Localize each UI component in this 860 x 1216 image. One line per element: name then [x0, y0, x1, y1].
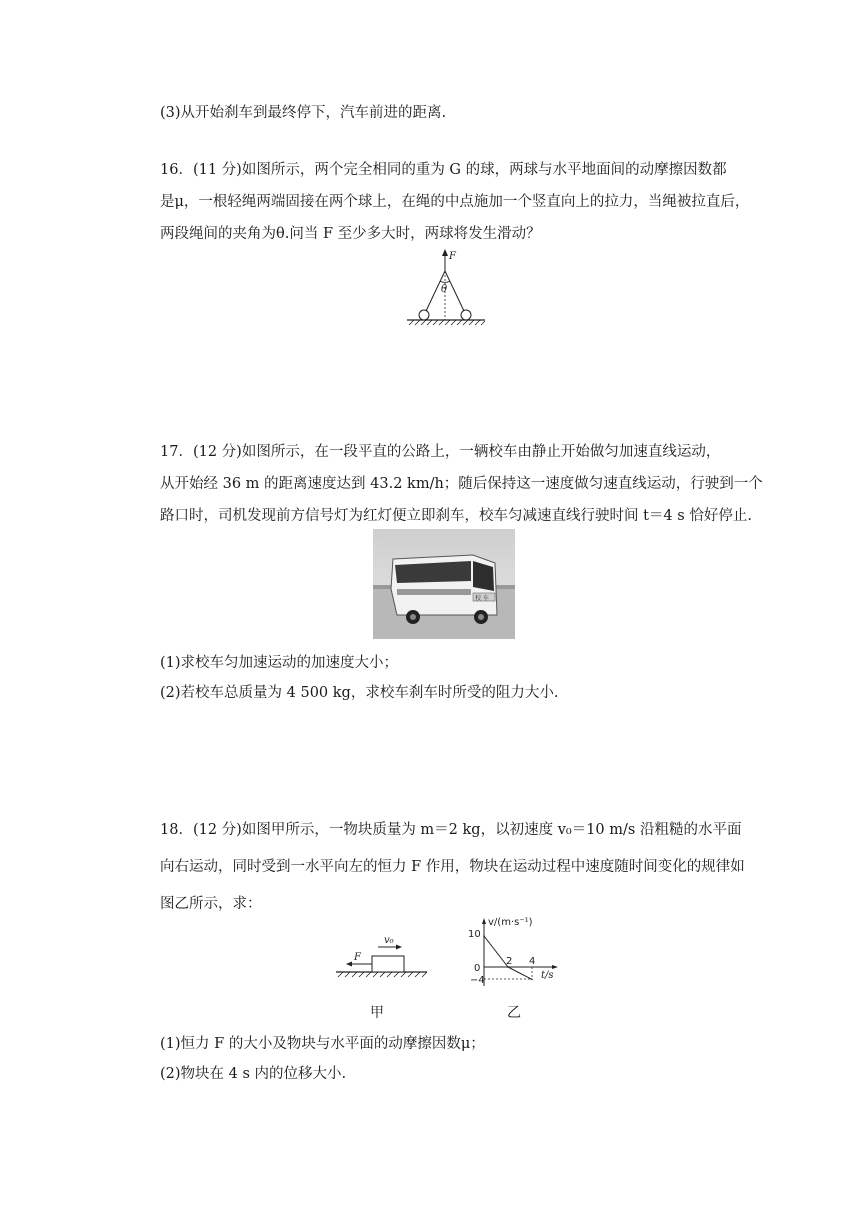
q18-line-2: 向右运动，同时受到一水平向左的恒力 F 作用，物块在运动过程中速度随时间变化的规律如 — [160, 859, 745, 875]
rope-right — [445, 271, 464, 311]
y-axis-label: v/(m·s⁻¹) — [488, 917, 533, 928]
q17-item-2: (2)若校车总质量为 4 500 kg，求校车刹车时所受的阻力大小. — [160, 685, 559, 701]
data-point-0 — [483, 935, 485, 937]
force-label: F — [449, 251, 456, 262]
velocity-time-graph — [466, 916, 562, 992]
q16-line-2: 是μ，一根轻绳两端固接在两个球上，在绳的中点施加一个竖直向上的拉力，当绳被拉直后， — [160, 194, 750, 210]
force-label: F — [354, 952, 361, 963]
tick-label-x4: 4 — [529, 956, 536, 967]
two-balls-rope-figure — [405, 248, 487, 326]
block — [372, 956, 404, 972]
tick-label-x2: 2 — [506, 956, 513, 967]
tick-label-origin: 0 — [474, 963, 481, 974]
question-17-text — [160, 436, 763, 532]
question-18-text — [160, 812, 745, 923]
right-ball — [461, 310, 471, 320]
block-force-figure — [334, 930, 429, 984]
q18-item-2: (2)物块在 4 s 内的位移大小. — [160, 1066, 347, 1082]
caption-yi: 乙 — [507, 1005, 521, 1021]
q17-line-3: 路口时，司机发现前方信号灯为红灯便立即刹车，校车匀减速直线行驶时间 t＝4 s 恰好停止. — [160, 508, 752, 524]
caption-jia: 甲 — [370, 1005, 384, 1021]
q16-line-1: 16．(11 分)如图所示，两个完全相同的重为 G 的球，两球与水平地面间的动摩擦因数都 — [160, 162, 727, 178]
q16-line-3: 两段绳间的夹角为θ.问当 F 至少多大时，两球将发生滑动？ — [160, 226, 541, 242]
ground-hatch — [338, 972, 427, 977]
angle-arc — [440, 281, 450, 283]
q18-line-3: 图乙所示，求： — [160, 896, 262, 912]
question-16-text — [160, 154, 750, 250]
school-bus-photo — [373, 529, 515, 639]
x-axis-label: t/s — [541, 970, 554, 981]
q18-line-1: 18．(12 分)如图甲所示，一物块质量为 m＝2 kg，以初速度 v₀＝10 m/s 沿粗糙的水平面 — [160, 822, 742, 838]
q17-item-1: (1)求校车匀加速运动的加速度大小； — [160, 655, 399, 671]
tick-label-y-minus4: −4 — [470, 975, 485, 986]
ground-hatch — [409, 320, 485, 325]
bus-icon — [391, 555, 497, 624]
q15-item-3: (3)从开始刹车到最终停下，汽车前进的距离. — [160, 105, 447, 121]
left-ball — [419, 310, 429, 320]
angle-label: θ — [441, 284, 448, 295]
bus-sign-text: 校 车 — [475, 595, 489, 602]
velocity-label: v₀ — [384, 935, 394, 946]
data-point-2 — [531, 979, 533, 981]
force-arrowhead — [442, 249, 448, 256]
q18-item-1: (1)恒力 F 的大小及物块与水平面的动摩擦因数μ； — [160, 1036, 485, 1052]
q17-line-2: 从开始经 36 m 的距离速度达到 43.2 km/h；随后保持这一速度做匀速直线运动，行驶到一个 — [160, 476, 763, 492]
q17-line-1: 17．(12 分)如图所示，在一段平直的公路上，一辆校车由静止开始做匀加速直线运动， — [160, 444, 721, 460]
tick-label-y10: 10 — [468, 929, 481, 940]
